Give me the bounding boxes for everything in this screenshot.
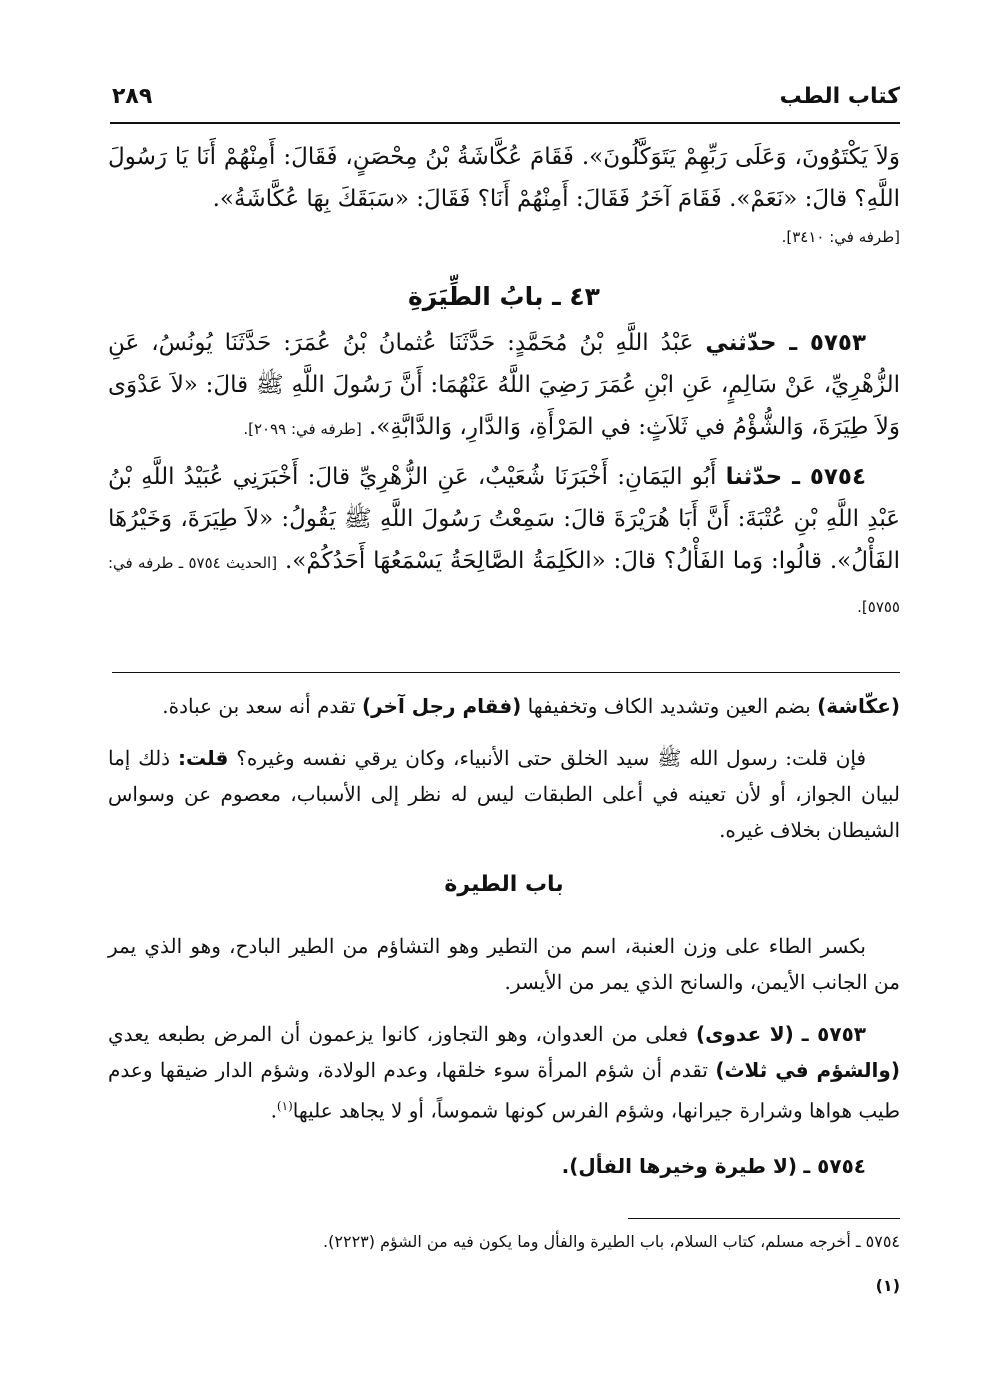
bold-term: (فقام رجل آخر)	[361, 694, 522, 718]
bold-term: قلت:	[177, 746, 229, 770]
commentary-text: تقدم أنه سعد بن عبادة.	[162, 694, 356, 718]
commentary-text: تقدم أن شؤم المرأة سوء خلقها، وعدم الولادة، وشؤم الدار ضيقها وعدم طيب هواها وشرارة جيرانها، وشؤم الفرس كونها شموساً، أو لا يجاهد عليها	[108, 1058, 900, 1123]
commentary-text: بكسر الطاء على وزن العنبة، اسم من التطير وهو التشاؤم من الطير البادح، وهو الذي يمر من الجانب الأيمن، والسانح الذي يمر من الأيسر.	[108, 934, 900, 994]
commentary-paragraph	[108, 688, 900, 724]
footnote: ٥٧٥٤ ـ أخرجه مسلم، كتاب السلام، باب الطيرة والفأل وما يكون فيه من الشؤم (٢٢٢٣).	[323, 1232, 900, 1251]
hadith-text: عَبْدُ اللَّهِ بْنُ مُحَمَّدٍ: حَدَّثَنَا عُثمانُ بْنُ عُمَرَ: حَدَّثَنَا يُونُسُ، عَنِ الزُّهْرِيِّ، عَنْ سَالِمٍ، عَنِ ابْنِ عُمَرَ رَضِيَ اللَّهُ عَنْهُمَا: أَنَّ رَسُولَ اللَّهِ ﷺ قالَ: «لاَ عَدْوَى وَلاَ طِيَرَةَ، وَالشُّؤْمُ في ثَلاَثٍ: في المَرْأَةِ، وَالدَّارِ، وَالدَّابَّةِ».	[108, 330, 900, 440]
commentary-paragraph: ٥٧٥٣ ـ (لا عدوى) فعلى من العدوان، وهو التجاوز، كانوا يزعمون أن المرض بطبعه يعدي (والشؤم في ثلاث) تقدم أن شؤم المرأة سوء خلقها، وعدم الولادة، وشؤم الدار ضيقها وعدم طيب هواها وشرارة جيرانها، وشؤم الفرس كونها شموساً، أو لا يجاهد عليها$^{(١)}$.	[108, 1022, 900, 1123]
commentary-chapter-title: باب الطيرة	[444, 872, 564, 897]
chapter-heading: ٤٣ ـ بابُ الطِّيَرَةِ	[408, 282, 600, 311]
hadith-number: ٥٧٥٤ ـ حدّثنا	[725, 464, 867, 490]
hadith-reference: [الحديث ٥٧٥٤ ـ طرفه في: ٥٧٥٥].	[108, 554, 900, 616]
page-number: ٢٨٩	[112, 84, 153, 109]
commentary-paragraph	[108, 928, 900, 1000]
section-divider	[112, 672, 900, 673]
commentary-text: فعلى من العدوان، وهو التجاوز، كانوا يزعمون أن المرض بطبعه يعدي	[108, 1022, 689, 1046]
hadith-5754	[108, 456, 900, 628]
hadith-reference: [طرفه في: ٢٠٩٩].	[243, 420, 362, 438]
bold-term: (والشؤم في ثلاث)	[715, 1058, 900, 1082]
header-divider	[110, 122, 900, 124]
commentary-text: ذلك إما لبيان الجواز، أو لأن تعينه في أعلى الطبقات ليس له نظر إلى الأسباب، معصوم عن وسواس الشيطان بخلاف غيره.	[108, 746, 900, 842]
hadith-number: ٥٧٥٤ ـ	[803, 1154, 866, 1178]
hadith-continuation	[108, 136, 900, 252]
hadith-number: ٥٧٥٣ ـ حدّثني	[705, 330, 866, 356]
bold-term: (لا طيرة وخيرها الفأل).	[561, 1154, 797, 1178]
footnote: (١)	[875, 1276, 900, 1295]
footnote-marker: (١)	[276, 1099, 293, 1113]
hadith-text: وَلاَ يَكْتَوُونَ، وَعَلَى رَبِّهِمْ يَتَوَكَّلُونَ». فَقَامَ عُكَّاشَةُ بْنُ مِحْصَنٍ، فَقَالَ: أَمِنْهُمْ أَنَا يَا رَسُولَ اللَّهِ؟ قالَ: «نَعَمْ». فَقَامَ آخَرُ فَقَالَ: أَمِنْهُمْ أَنَا؟ فَقَالَ: «سَبَقَكَ بِهَا عُكَّاشَةُ».	[108, 144, 900, 212]
hadith-5753	[108, 322, 900, 450]
commentary-paragraph	[108, 740, 900, 848]
commentary-text: بضم العين وتشديد الكاف وتخفيفها	[527, 694, 811, 718]
commentary-text: فإن قلت: رسول الله ﷺ سيد الخلق حتى الأنبياء، وكان يرقي نفسه وغيره؟	[236, 746, 867, 770]
commentary-paragraph	[108, 1148, 900, 1184]
bold-term: (عكّاشة)	[817, 694, 900, 718]
footnote-divider	[628, 1218, 900, 1219]
bold-term: (لا عدوى)	[696, 1022, 794, 1046]
running-header-title: كتاب الطب	[779, 84, 900, 109]
hadith-number: ٥٧٥٣ ـ	[801, 1022, 866, 1046]
hadith-text: أَبُو اليَمَانِ: أَخْبَرَنَا شُعَيْبٌ، عَنِ الزُّهْرِيِّ قالَ: أَخْبَرَنِي عُبَيْدُ اللَّهِ بْنُ عَبْدِ اللَّهِ بْنِ عُتْبَةَ: أَنَّ أَبَا هُرَيْرَةَ قالَ: سَمِعْتُ رَسُولَ اللَّهِ ﷺ يَقُولُ: «لاَ طِيَرَةَ، وَخَيْرُهَا الفَأْلُ». قالُوا: وَما الفَأْلُ؟ قالَ: «الكَلِمَةُ الصَّالِحَةُ يَسْمَعُهَا أَحَدُكُمْ».	[108, 464, 901, 574]
hadith-reference: [طرفه في: ٣٤١٠].	[781, 228, 900, 246]
